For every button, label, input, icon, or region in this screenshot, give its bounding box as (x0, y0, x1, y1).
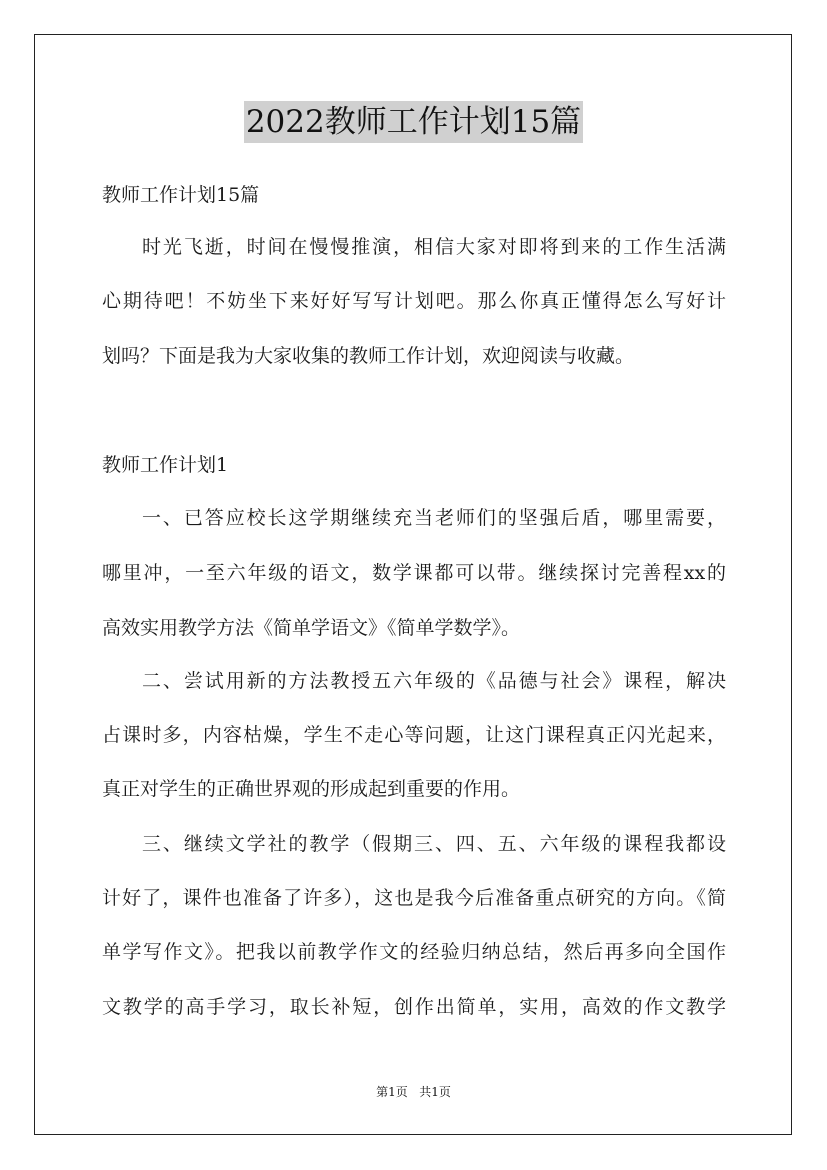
page-total: 共1页 (419, 1085, 451, 1099)
item2-line-2: 占课时多，内容枯燥，学生不走心等问题，让这门课程真正闪光起来， (102, 724, 726, 746)
item1-line-2: 哪里冲，一至六年级的语文，数学课都可以带。继续探讨完善程xx的 (102, 562, 726, 584)
intro-line-3: 划吗？下面是我为大家收集的教师工作计划，欢迎阅读与收藏。 (102, 345, 635, 367)
page-number: 第1页 (376, 1085, 408, 1099)
item2-line-3: 真正对学生的正确世界观的形成起到重要的作用。 (102, 778, 521, 800)
item3-line-2: 计好了，课件也准备了许多），这也是我今后准备重点研究的方向。《简 (102, 887, 726, 909)
document-title: 2022教师工作计划15篇 (244, 101, 583, 143)
intro-line-1: 时光飞逝，时间在慢慢推演，相信大家对即将到来的工作生活满 (142, 236, 726, 258)
item2-line-1: 二、尝试用新的方法教授五六年级的《品德与社会》课程，解决 (142, 670, 726, 692)
item1-line-1: 一、已答应校长这学期继续充当老师们的坚强后盾，哪里需要， (142, 507, 726, 529)
item1-line-3: 高效实用教学方法《简单学语文》《简单学数学》。 (102, 617, 521, 639)
item3-line-3: 单学写作文》。把我以前教学作文的经验归纳总结，然后再多向全国作 (102, 941, 726, 963)
intro-line-2: 心期待吧！不妨坐下来好好写写计划吧。那么你真正懂得怎么写好计 (102, 290, 726, 312)
item3-line-4: 文教学的高手学习，取长补短，创作出简单，实用，高效的作文教学 (102, 996, 726, 1018)
section-heading: 教师工作计划1 (102, 454, 229, 476)
page-footer (0, 1083, 827, 1101)
item3-line-1: 三、继续文学社的教学（假期三、四、五、六年级的课程我都设 (142, 833, 726, 855)
title-container (0, 101, 827, 143)
document-subtitle: 教师工作计划15篇 (102, 184, 260, 206)
